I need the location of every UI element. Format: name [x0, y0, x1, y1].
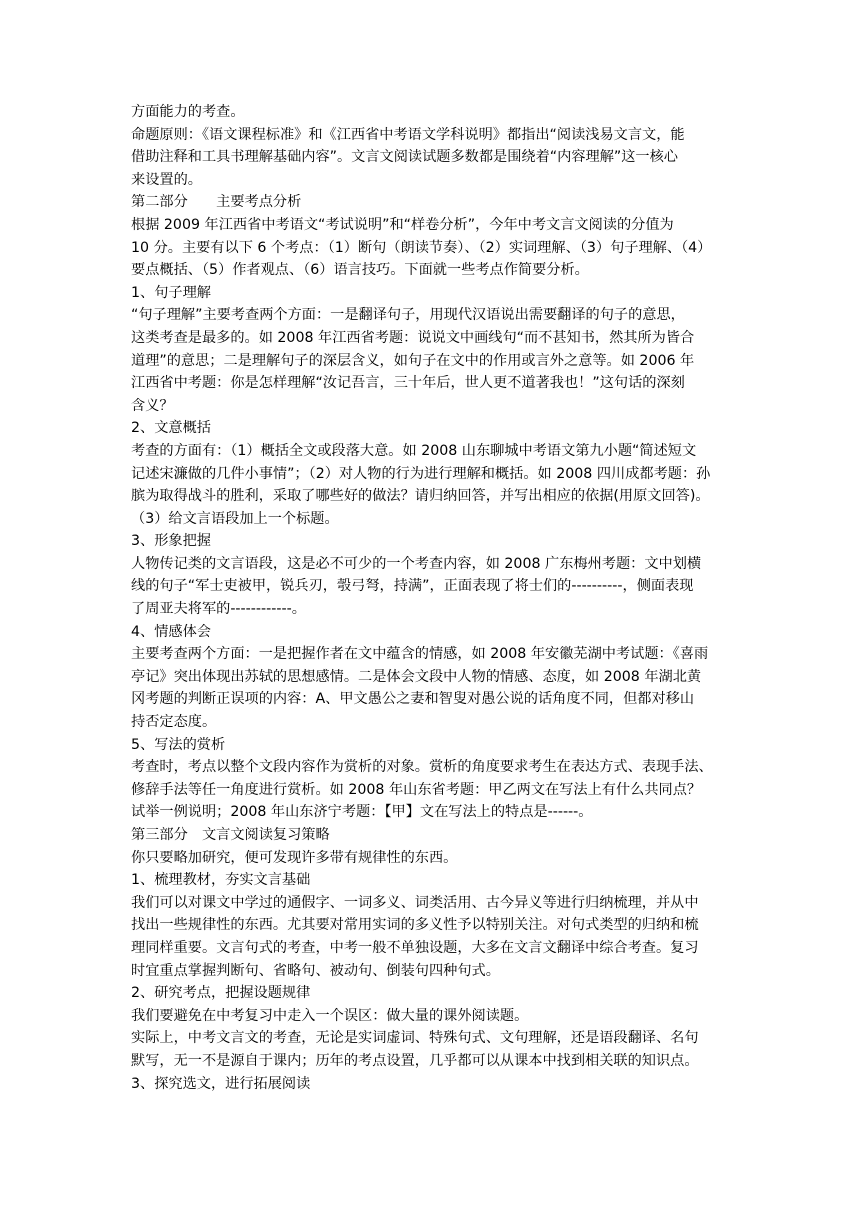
text-line: 持否定态度。	[131, 714, 217, 731]
text-line: 含义？	[131, 397, 174, 414]
text-line: 冈考题的判断正误项的内容：A、甲文愚公之妻和智叟对愚公说的话角度不同，但都对移山	[131, 691, 695, 708]
text-line: （3）给文言语段加上一个标题。	[131, 510, 339, 527]
text-line: 修辞手法等任一角度进行赏析。如 2008 年山东省考题：甲乙两文在写法上有什么共同点？	[131, 781, 702, 798]
subsection-heading: 4、情感体会	[131, 623, 211, 640]
section-heading: 第二部分 主要考点分析	[131, 194, 302, 211]
text-line: “句子理解”主要考查两个方面：一是翻译句子，用现代汉语说出需要翻译的句子的意思，	[131, 307, 685, 324]
text-line: 根据 2009 年江西省中考语文“考试说明”和“样卷分析”，今年中考文言文阅读的分值为	[131, 216, 674, 233]
text-line: 考查的方面有：（1）概括全文或段落大意。如 2008 山东聊城中考语文第九小题“简述短文	[131, 442, 697, 459]
text-line: 我们要避免在中考复习中走入一个误区：做大量的课外阅读题。	[131, 1007, 529, 1024]
section-heading: 第三部分 文言文阅读复习策略	[131, 827, 330, 843]
subsection-heading: 2、文意概括	[131, 420, 211, 437]
subsection-heading: 1、梳理教材，夯实文言基础	[131, 872, 311, 889]
document-body	[131, 101, 731, 1095]
text-line: 了周亚夫将军的------------。	[131, 601, 306, 618]
text-line: 要点概括、（5）作者观点、（6）语言技巧。下面就一些考点作简要分析。	[131, 262, 589, 279]
text-line: 时宜重点掌握判断句、省略句、被动句、倒装句四种句式。	[131, 962, 500, 979]
text-line: 记述宋濂做的几件小事情”；（2）对人物的行为进行理解和概括。如 2008 四川成都考题：孙	[131, 465, 711, 482]
text-line: 来设置的。	[131, 171, 202, 188]
text-line: 我们可以对课文中学过的通假字、一词多义、词类活用、古今异义等进行归纳梳理，并从中	[131, 894, 699, 911]
text-line: 实际上，中考文言文的考查，无论是实词虚词、特殊句式、文句理解，还是语段翻译、名句	[131, 1030, 699, 1047]
text-line: 命题原则：《语文课程标准》和《江西省中考语文学科说明》都指出“阅读浅易文言文，能	[131, 126, 685, 143]
subsection-heading: 5、写法的赏析	[131, 736, 226, 753]
text-line: 江西省中考题：你是怎样理解“汝记吾言，三十年后，世人更不道著我也！”这句话的深刻	[131, 375, 685, 392]
text-line: 你只要略加研究，便可发现许多带有规律性的东西。	[131, 849, 458, 866]
text-line: 这类考查是最多的。如 2008 年江西省考题：说说文中画线句“而不甚知书，然其所为皆合	[131, 329, 695, 346]
text-line: 10 分。主要有以下 6 个考点：（1）断句（朗读节奏）、（2）实词理解、（3）句子理解、（4）	[131, 239, 712, 256]
subsection-heading: 3、形象把握	[131, 533, 211, 550]
text-line: 找出一些规律性的东西。尤其要对常用实词的多义性予以特别关注。对句式类型的归纳和梳	[131, 917, 699, 934]
text-line: 人物传记类的文言语段，这是必不可少的一个考查内容，如 2008 广东梅州考题：文中划横	[131, 555, 702, 572]
text-line: 考查时，考点以整个文段内容作为赏析的对象。赏析的角度要求考生在表达方式、表现手法、	[131, 759, 713, 776]
text-line: 理同样重要。文言句式的考查，中考一般不单独设题，大多在文言文翻译中综合考查。复习	[131, 939, 699, 956]
text-line: 试举一例说明；2008 年山东济宁考题：【甲】文在写法上的特点是------。	[131, 804, 593, 821]
subsection-heading: 3、探究选文，进行拓展阅读	[131, 1075, 311, 1092]
subsection-heading: 1、句子理解	[131, 284, 211, 301]
text-line: 默写，无一不是源自于课内；历年的考点设置，几乎都可以从课本中找到相关联的知识点。	[131, 1052, 699, 1069]
text-line: 方面能力的考查。	[131, 104, 245, 120]
text-line: 主要考查两个方面：一是把握作者在文中蕴含的情感，如 2008 年安徽芜湖中考试题：《喜雨	[131, 646, 709, 663]
text-line: 道理”的意思；二是理解句子的深层含义，如句子在文中的作用或言外之意等。如 2006 年	[131, 352, 695, 369]
subsection-heading: 2、研究考点，把握设题规律	[131, 985, 311, 1002]
text-line: 借助注释和工具书理解基础内容”。文言文阅读试题多数都是围绕着“内容理解”这一核心	[131, 149, 678, 166]
text-line: 亭记》突出体现出苏轼的思想感情。二是体会文段中人物的情感、态度，如 2008 年湖北黄	[131, 668, 702, 685]
text-line: 膑为取得战斗的胜利，采取了哪些好的做法？请归纳回答，并写出相应的依据(用原文回答)。	[131, 488, 710, 505]
text-line: 线的句子“军士吏被甲，锐兵刃，彀弓弩，持满”，正面表现了将士们的----------，侧面表现	[131, 578, 694, 595]
